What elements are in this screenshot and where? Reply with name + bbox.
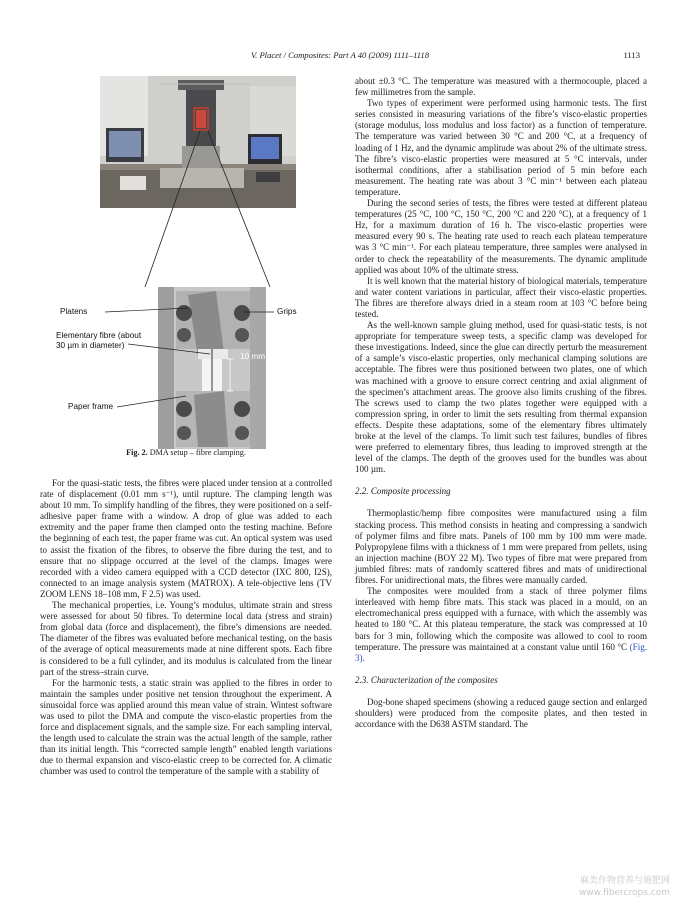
paragraph: It is well known that the material history of biological materials, temperature and water content variations in particular, affect their visco-elastic properties. The fibres are therefore always dried in a steam room at 103 °C before being tested.	[355, 275, 647, 319]
section-heading-2-3: 2.3. Characterization of the composites	[355, 674, 498, 685]
label-leader-lines	[40, 76, 332, 456]
label-length: 10 mm	[240, 352, 266, 361]
left-column	[40, 478, 332, 778]
page-number: 1113	[623, 50, 640, 60]
watermark	[579, 875, 670, 899]
watermark-line-2: www.fibercrops.com	[579, 888, 670, 898]
label-elementary-fibre: Elementary fibre (about 30 µm in diameter)	[56, 331, 142, 350]
paragraph: Dog-bone shaped specimens (showing a reduced gauge section and enlarged shoulders) were produced from the composite plates, and then tested in accordance with the D638 ASTM standard. The	[355, 696, 647, 730]
label-platens: Platens	[60, 307, 88, 316]
paragraph: The mechanical properties, i.e. Young’s modulus, ultimate strain and stress were assessed for about 50 fibres. To determine local data (stress and strain) from global data (force and displacement), the fibre’s dimensions are needed. The diameter of the fibres was evaluated before mechanical testing, on the basis of the average of optical measurements made at nine different spots. Each fibre is considered to be a full cylinder, and its modulus is calculated from the linear part of the stress–strain curve.	[40, 600, 332, 677]
paragraph: Two types of experiment were performed using harmonic tests. The first series consisted in measuring variations of the fibre’s visco-elastic properties (storage modulus, loss modulus and loss factor) as a function of temperature. The temperature was varied between 30 °C and 200 °C, at a frequency of loading of 1 Hz, and the dynamic amplitude was about 2% of the ultimate stress. The fibre’s visco-elastic properties were measured at 5 °C intervals, under isothermal conditions, after a stabilisation period of 5 min before each measurement. The heating rate was about 3 °C min⁻¹ between each plateau temperature.	[355, 98, 647, 197]
fig-3-link[interactable]: (Fig. 3).	[355, 641, 648, 663]
watermark-line-1: 麻类作物营养与施肥网	[579, 876, 670, 886]
paragraph: about ±0.3 °C. The temperature was measured with a thermocouple, placed a few millimetres from the sample.	[355, 76, 647, 98]
paragraph: As the well-known sample gluing method, used for quasi-static tests, is not appropriate for temperature sweep tests, a specific clamp was developed for these investigations. Indeed, since the glue can directly perturb the measurement of a sample’s visco-elastic properties, only mechanical clamping solutions are acceptable. The fibres were thus positioned between two plates, one of which was machined with a groove to ensure correct centring and axial alignment of the specimen’s attachment areas. The groove also limits crushing of the fibres. The screws used to clamp the two plates together were equipped with a compression spring, in order to limit the sets resulting from thermal expansion effects. Despite these adaptations, some of the elementary fibres ultimately broke at the level of the clamps. To limit such test failures, bundles of fibres were preferred to elementary fibres, thus leading to improved strength at the level of the clamps. The depth of the grooves used for the bundles was about 100 µm.	[355, 320, 647, 475]
running-header	[40, 50, 640, 64]
caption-label: Fig. 2.	[126, 448, 148, 457]
right-column	[355, 76, 647, 730]
figure-2	[40, 76, 332, 470]
running-title: V. Placet / Composites: Part A 40 (2009) 1111–1118	[251, 50, 429, 60]
paragraph: During the second series of tests, the fibres were tested at different plateau temperatures (25 °C, 100 °C, 150 °C, 200 °C and 220 °C), at a frequency of 1 Hz, for a maximum duration of 16 h. The visco-elastic properties were measured every 90 s. The heating rate used to reach each plateau temperature was 3 °C min⁻¹. For each plateau temperature, three samples were analysed in order to check the repeatability of the measurements. The dynamic amplitude applied was about 10% of the ultimate stress.	[355, 198, 647, 275]
section-heading-2-2: 2.2. Composite processing	[355, 486, 451, 497]
paragraph-text: The composites were moulded from a stack of three polymer films interleaved with hemp fibre mats. This stack was placed in a mould, on an electromechanical press equipped with a furnace, with which the assembly was heated to 180 °C. At this plateau temperature, the stack was compressed at 10 bars for 3 min, following which the composite was allowed to cool to room temperature. The pressure was maintained at a constant value until 160 °C	[355, 586, 647, 652]
figure-caption	[40, 448, 332, 457]
paragraph: Thermoplastic/hemp fibre composites were manufactured using a film stacking process. This method consists in heating and compressing a sandwich of polymer films and fibre mats. Panels of 100 mm by 100 mm were made. Polypropylene films with a thickness of 1 mm were prepared from pellets, using an injection machine (BOY 22 M). Two types of fibre mat were prepared from jumbled fibres: mats of randomly scattered fibres and mats of unidirectional fibres. For unidirectional mats, the fibres were manually carded.	[355, 508, 647, 586]
paragraph: For the quasi-static tests, the fibres were placed under tension at a controlled rate of displacement (0.01 mm s⁻¹), until rupture. The clamping length was about 10 mm. To simplify handling of the fibres, they were positioned on a self-adhesive paper frame with a window. A drop of glue was added to each extremity and the paper frame then clamped onto the testing machine. Before the beginning of each test, the paper frame was cut. An optical system was used to assist the fixation of the fibres, to observe the fibre during the test, and to ensure that no slippage occurred at the level of the clamps. Images were recorded with a video camera equipped with a CCD detector (IXC 800, I2S), connected to an image analysis system (MATROX). A tele-objective lens (TV ZOOM LENS 18–108 mm, F 2.5) was used.	[40, 478, 332, 599]
caption-text: DMA setup – fibre clamping.	[147, 448, 246, 457]
paragraph: For the harmonic tests, a static strain was applied to the fibres in order to maintain the samples under positive net tension throughout the experiment. A sinusoidal force was applied around this mean value of strain. Wintest software was used to pilot the DMA and compute the visco-elastic properties from the force and displacement signals, and the sample size. For each sampling interval, the length used to calculate the strain was the actual length of the sample, rather than its initial length. This “corrected sample length” enabled length variations due to thermal expansion and visco-elastic creep to be corrected for. A climatic chamber was used to control the temperature of the sample with a stability of	[40, 677, 332, 777]
label-paper-frame: Paper frame	[68, 402, 114, 411]
paragraph	[355, 586, 647, 664]
label-grips: Grips	[277, 307, 297, 316]
